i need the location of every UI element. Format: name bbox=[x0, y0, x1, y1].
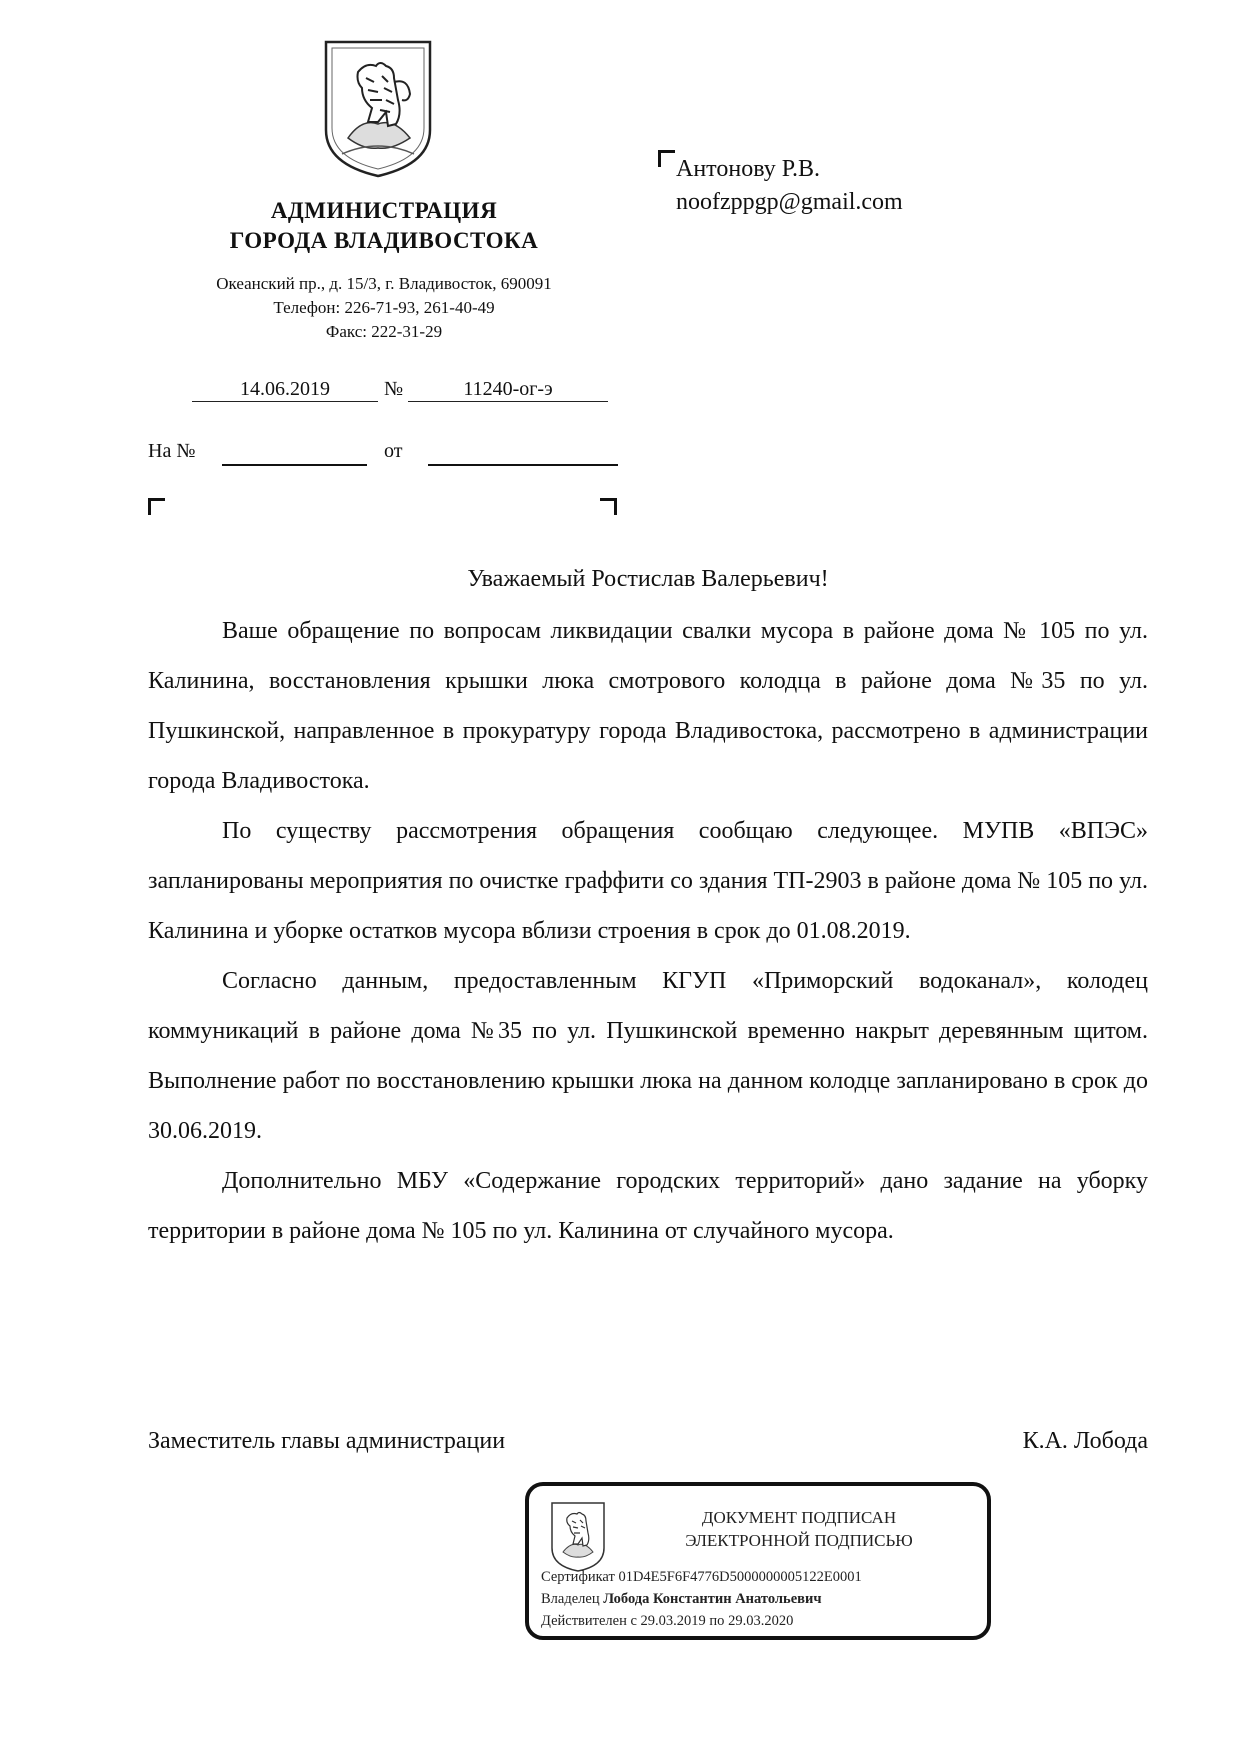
letter-paragraph: Дополнительно МБУ «Содержание городских территорий» дано задание на уборку территории в районе дома № 105 по ул. Калинина от случайного мусора. bbox=[148, 1168, 1148, 1244]
stamp-certificate-value: 01D4E5F6F4776D5000000005122E0001 bbox=[618, 1569, 862, 1585]
stamp-certificate-label: Сертификат bbox=[541, 1569, 615, 1585]
letter-greeting: Уважаемый Ростислав Валерьевич! bbox=[467, 566, 829, 592]
stamp-valid-from: 29.03.2019 bbox=[640, 1613, 706, 1629]
corner-mark-addressee bbox=[658, 150, 675, 167]
stamp-title bbox=[619, 1506, 979, 1552]
corner-mark-top-left bbox=[148, 498, 165, 515]
letter-paragraph: Ваше обращение по вопросам ликвидации свалки мусора в районе дома № 105 по ул. Калинина, восстановления крышки люка смотрового колодца в районе дома №35 по ул. Пушкинской, направленное в прокуратуру города Владивостока, рассмотрено в администрации города Владивостока. bbox=[148, 618, 1148, 794]
letter-body bbox=[148, 606, 1148, 1256]
letter-paragraph: Согласно данным, предоставленным КГУП «Приморский водоканал», колодец коммуникаций в районе дома №35 по ул. Пушкинской временно накрыт деревянным щитом. Выполнение работ по восстановлению крышки люка на данном колодце запланировано в срок до 30.06.2019. bbox=[148, 968, 1148, 1144]
organization-fax: Факс: 222-31-29 bbox=[325, 322, 443, 341]
reference-number-label: На № bbox=[148, 440, 196, 462]
stamp-owner-value: Лобода Константин Анатольевич bbox=[603, 1591, 822, 1607]
organization-address: Океанский пр., д. 15/3, г. Владивосток, 690091 bbox=[216, 274, 552, 293]
reference-date-label: от bbox=[384, 440, 403, 462]
addressee-block bbox=[676, 153, 903, 219]
addressee-email: noofzppgp@gmail.com bbox=[676, 189, 903, 215]
organization-name bbox=[170, 196, 598, 256]
stamp-validity-row bbox=[541, 1610, 862, 1632]
electronic-signature-stamp bbox=[525, 1482, 991, 1640]
organization-name-line2: ГОРОДА ВЛАДИВОСТОКА bbox=[229, 228, 539, 253]
registration-number-sign: № bbox=[384, 378, 404, 400]
organization-contacts bbox=[150, 272, 618, 344]
stamp-owner-row bbox=[541, 1588, 862, 1610]
stamp-title-line1: ДОКУМЕНТ ПОДПИСАН bbox=[701, 1508, 897, 1527]
corner-mark-top-right bbox=[600, 498, 617, 515]
city-coat-of-arms-icon bbox=[322, 38, 434, 180]
letter-paragraph: По существу рассмотрения обращения сообщаю следующее. МУПВ «ВПЭС» запланированы мероприятия по очистке граффити со здания ТП-2903 в районе дома № 105 по ул. Калинина и уборке остатков мусора вблизи строения в срок до 01.08.2019. bbox=[148, 818, 1148, 944]
registration-date: 14.06.2019 bbox=[192, 378, 378, 402]
signatory-name: К.А. Лобода bbox=[1022, 1428, 1148, 1454]
stamp-certificate-row bbox=[541, 1566, 862, 1588]
stamp-valid-to-label: по bbox=[709, 1613, 725, 1629]
stamp-details bbox=[541, 1566, 862, 1632]
stamp-valid-to: 29.03.2020 bbox=[728, 1613, 794, 1629]
stamp-coat-of-arms-icon bbox=[549, 1500, 607, 1574]
reference-date-field bbox=[428, 440, 618, 466]
organization-phone: Телефон: 226-71-93, 261-40-49 bbox=[273, 298, 495, 317]
reference-number-field bbox=[222, 440, 367, 466]
stamp-title-line2: ЭЛЕКТРОННОЙ ПОДПИСЬЮ bbox=[685, 1531, 913, 1550]
stamp-valid-from-label: Действителен с bbox=[541, 1613, 637, 1629]
registration-number: 11240-ог-э bbox=[408, 378, 608, 402]
organization-name-line1: АДМИНИСТРАЦИЯ bbox=[270, 198, 498, 223]
signatory-position: Заместитель главы администрации bbox=[148, 1428, 506, 1454]
addressee-name: Антонову Р.В. bbox=[676, 156, 821, 182]
stamp-owner-label: Владелец bbox=[541, 1591, 600, 1607]
